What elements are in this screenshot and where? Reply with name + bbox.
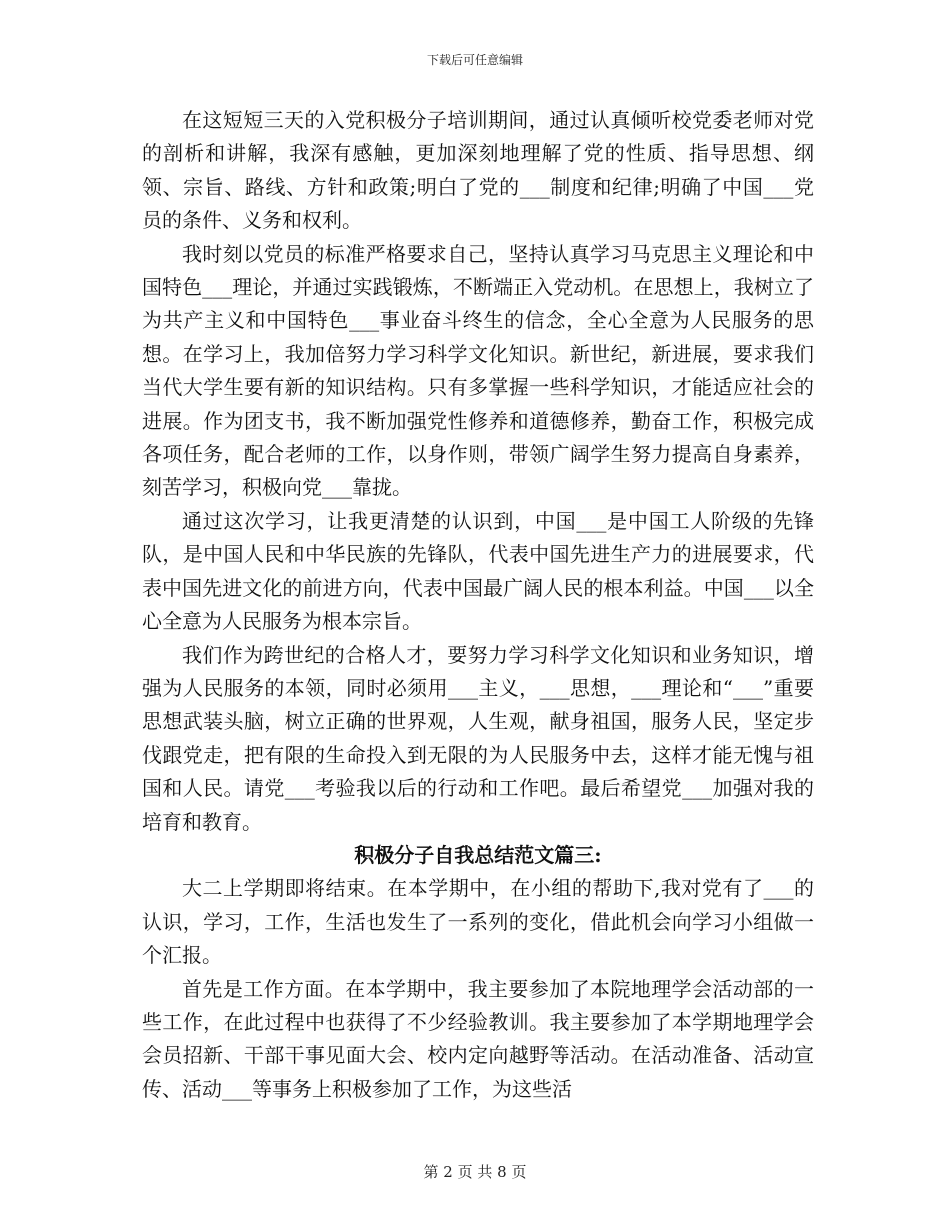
page-header-note: 下载后可任意编辑 [426, 53, 523, 67]
paragraph-4: 我们作为跨世纪的合格人才，要努力学习科学文化知识和业务知识，增强为人民服务的本领，同时必须用___主义，___思想，___理论和“___”重要思想武装头脑，树立正确的世界观，人生观，献身祖国，服务人民，坚定步伐跟党走，把有限的生命投入到无限的为人民服务中去，这样才能无愧与祖国和人民。请党___考验我以后的行动和工作吧。最后希望党___加强对我的培育和教育。 [142, 642, 814, 834]
page-number: 第 2 页 共 8 页 [423, 1163, 527, 1181]
paragraph-3: 通过这次学习，让我更清楚的认识到，中国___是中国工人阶级的先锋队，是中国人民和中华民族的先锋队，代表中国先进生产力的进展要求，代表中国先进文化的前进方向，代表中国最广阔人民的根本利益。中国___以全心全意为人民服务为根本宗旨。 [142, 508, 814, 634]
document-body [142, 104, 814, 1106]
paragraph-2: 我时刻以党员的标准严格要求自己，坚持认真学习马克思主义理论和中国特色___理论，并通过实践锻炼，不断端正入党动机。在思想上，我树立了为共产主义和中国特色___事业奋斗终生的信念，全心全意为人民服务的思想。在学习上，我加倍努力学习科学文化知识。新世纪，新进展，要求我们当代大学生要有新的知识结构。只有多掌握一些科学知识，才能适应社会的进展。作为团支书，我不断加强党性修养和道德修养，勤奋工作，积极完成各项任务，配合老师的工作，以身作则，带领广阔学生努力提高自身素养，刻苦学习，积极向党___靠拢。 [142, 241, 814, 500]
section-heading: 积极分子自我总结范文篇三: [354, 842, 602, 867]
paragraph-6: 首先是工作方面。在本学期中，我主要参加了本院地理学会活动部的一些工作，在此过程中也获得了不少经验教训。我主要参加了本学期地理学会会员招新、干部干事见面大会、校内定向越野等活动。在活动准备、活动宣传、活动___等事务上积极参加了工作，为这些活 [142, 976, 814, 1101]
paragraph-5: 大二上学期即将结束。在本学期中，在小组的帮助下,我对党有了___的认识，学习，工作，生活也发生了一系列的变化，借此机会向学习小组做一个汇报。 [142, 876, 814, 968]
paragraph-1: 在这短短三天的入党积极分子培训期间，通过认真倾听校党委老师对党的剖析和讲解，我深有感触，更加深刻地理解了党的性质、指导思想、纲领、宗旨、路线、方针和政策;明白了党的___制度和纪律;明确了中国___党员的条件、义务和权利。 [142, 108, 814, 233]
